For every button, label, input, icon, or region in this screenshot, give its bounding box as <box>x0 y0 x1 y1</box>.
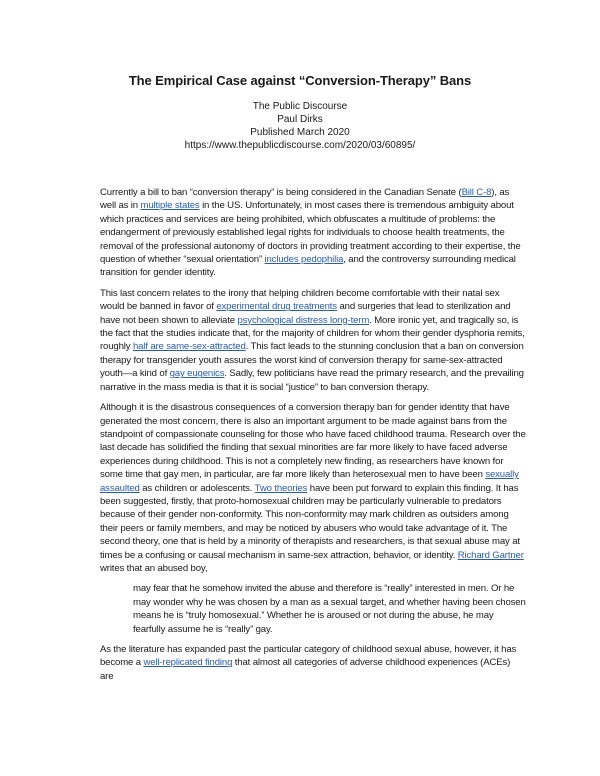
paragraph-3 <box>100 401 526 575</box>
text: as children or adolescents. <box>139 482 255 494</box>
text: have been put forward to explain this finding. It has been suggested, firstly, that proto-homosexual children may be particularly vulnerable to predators because of their gender non-conformity. This non-conformity may mark children as outsiders among their peers or family members, and may be noticed by abusers who would take advantage of it. The second theory, one that is held by a minority of therapists and researchers, is that sexual abuse may at times be a confusing or causal mechanism in same-sex attraction, behavior, or identity. <box>100 482 520 561</box>
text: ), as well as in <box>100 187 510 212</box>
text: . Sadly, few politicians have read the primary research, and the prevailing narrative in the mass media is that it is social “justice” to ban conversion therapy. <box>100 368 524 393</box>
paragraph-4 <box>100 643 526 683</box>
link-includes-pedophilia[interactable]: includes pedophilia <box>264 254 344 266</box>
text: and surgeries that lead to sterilization and have not been shown to alleviate <box>100 301 511 326</box>
text: As the literature has expanded past the particular category of childhood sexual abuse, however, it has become a <box>100 644 517 669</box>
text: writes that an abused boy, <box>100 562 208 574</box>
text: that almost all categories of adverse childhood experiences (ACEs) are <box>100 657 511 682</box>
link-gay-eugenics[interactable]: gay eugenics <box>169 368 225 380</box>
link-psychological-distress[interactable]: psychological distress long-term <box>237 314 370 326</box>
text: Although it is the disastrous consequences of a conversion therapy ban for gender identity that have generated the most concern, there is also an important argument to be made against bans from the standpoint of compassionate counseling for those who have faced childhood trauma. Research over the last decade has solidified the finding that sexual minorities are far more likely to have faced adverse experiences during childhood. This is not a completely new finding, as researchers have known for some time that gay men, in particular, are far more likely than heterosexual men to have been <box>100 402 526 481</box>
link-multiple-states[interactable]: multiple states <box>140 200 200 212</box>
text: in the US. Unfortunately, in most cases there is tremendous ambiguity about which practices and services are being prohibited, which obfuscates a multitude of problems: the endangerment of previously established legal rights for individuals to choose health treatments, the removal of the professional autonomy of doctors in providing treatment according to their expertise, the question of whether “sexual orientation” <box>100 200 521 266</box>
paragraph-2 <box>100 287 526 394</box>
paragraph-1 <box>100 186 526 280</box>
text: This last concern relates to the irony that helping children become comfortable with their natal sex would be banned in favor of <box>100 287 500 313</box>
document-meta <box>0 100 600 152</box>
block-quote: may fear that he somehow invited the abuse and therefore is “really” interested in men. Or he may wonder why he was chosen by a man as a sexual target, and whether having been chosen means he is “truly homosexual.” Whether he is aroused or not during the abuse, he may fearfully assume he is “really” gay. <box>133 583 526 635</box>
link-sexually-assaulted[interactable]: sexually assaulted <box>100 469 519 494</box>
document-title: The Empirical Case against “Conversion-Therapy” Bans <box>128 73 472 88</box>
link-half-same-sex-attracted[interactable]: half are same-sex-attracted <box>132 341 246 353</box>
publish-date: Published March 2020 <box>250 127 350 138</box>
source-url: https://www.thepublicdiscourse.com/2020/03/60895/ <box>184 140 416 151</box>
text: Currently a bill to ban “conversion therapy” is being considered in the Canadian Senate ( <box>100 187 462 198</box>
publication-name: The Public Discourse <box>252 101 348 112</box>
link-bill-c8[interactable]: Bill C-8 <box>461 187 492 198</box>
link-well-replicated-finding[interactable]: well-replicated finding <box>143 657 233 669</box>
article-body <box>100 186 526 690</box>
link-experimental-drug-treatments[interactable]: experimental drug treatments <box>216 301 337 313</box>
text: . More ironic yet, and tragically so, is the fact that the studies indicate that, for the majority of children for whom their gender dysphoria remits, roughly <box>100 314 525 353</box>
text: , and the controversy surrounding medical transition for gender identity. <box>100 254 516 279</box>
link-richard-gartner[interactable]: Richard Gartner <box>457 549 524 561</box>
link-two-theories[interactable]: Two theories <box>254 482 308 494</box>
author-name: Paul Dirks <box>277 114 323 125</box>
text: . This fact leads to the stunning conclusion that a ban on conversion therapy for transgender youth assures the worst kind of conversion therapy for same-sex-attracted youth—a kind of <box>100 341 524 380</box>
